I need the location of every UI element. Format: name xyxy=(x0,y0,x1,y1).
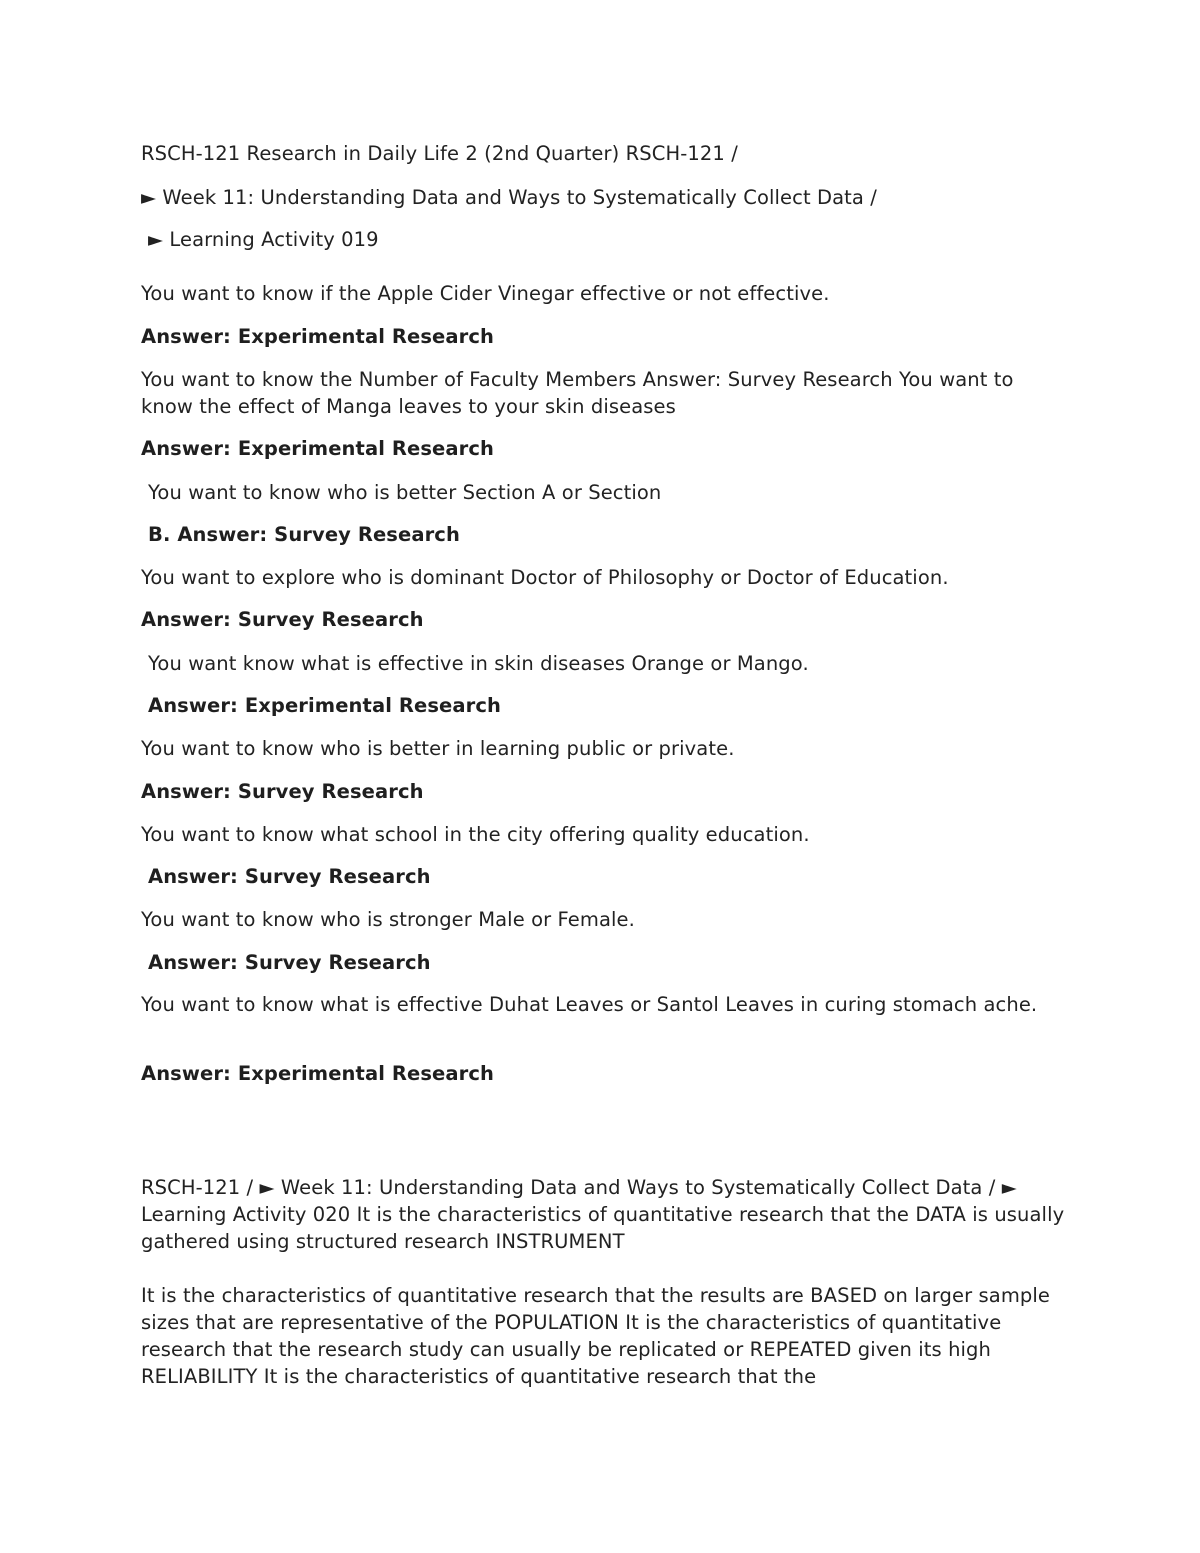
answer-text: Answer: Experimental Research xyxy=(141,1062,494,1085)
question-text: You want to know what school in the city offering quality education. xyxy=(141,823,810,846)
question-text: You want to know who is better Section A or Section xyxy=(148,481,662,504)
answer-text: Answer: Experimental Research xyxy=(141,437,494,460)
question-text: You want to know the Number of Faculty Members Answer: Survey Research You want to know the effect of Manga leaves to your skin diseases xyxy=(141,368,1014,418)
question-text: You want to know what is effective Duhat Leaves or Santol Leaves in curing stomach ache. xyxy=(141,993,1038,1016)
question-text: You want to know who is stronger Male or Female. xyxy=(141,908,635,931)
answer-text: Answer: Survey Research xyxy=(148,865,431,888)
question-text: You want to know who is better in learning public or private. xyxy=(141,737,735,760)
answer-text: Answer: Survey Research xyxy=(141,780,424,803)
answer-text: Answer: Survey Research xyxy=(141,608,424,631)
answer-text: Answer: Survey Research xyxy=(148,951,431,974)
answer-text: Answer: Experimental Research xyxy=(148,694,501,717)
answer-text: B. Answer: Survey Research xyxy=(148,523,460,546)
question-text: You want to explore who is dominant Doctor of Philosophy or Doctor of Education. xyxy=(141,566,949,589)
breadcrumb-week: ► Week 11: Understanding Data and Ways to Systematically Collect Data / xyxy=(141,186,877,209)
document-page xyxy=(141,0,1066,1553)
question-text: You want know what is effective in skin diseases Orange or Mango. xyxy=(148,652,809,675)
breadcrumb-activity: ► Learning Activity 019 xyxy=(148,228,379,251)
answer-text: Answer: Experimental Research xyxy=(141,325,494,348)
breadcrumb-course: RSCH-121 Research in Daily Life 2 (2nd Quarter) RSCH-121 / xyxy=(141,142,738,165)
question-text: You want to know if the Apple Cider Vinegar effective or not effective. xyxy=(141,282,830,305)
section-body: It is the characteristics of quantitative research that the results are BASED on larger sample sizes that are representative of the POPULATION It is the characteristics of quantitative research that the research study can usually be replicated or REPEATED given its high RELIABILITY It is the characteristics of quantitative research that the xyxy=(141,1284,1051,1388)
section-intro: RSCH-121 / ► Week 11: Understanding Data and Ways to Systematically Collect Data / ► Learning Activity 020 It is the characteristics of quantitative research that the DATA is usually gathered using structured research INSTRUMENT xyxy=(141,1176,1065,1253)
